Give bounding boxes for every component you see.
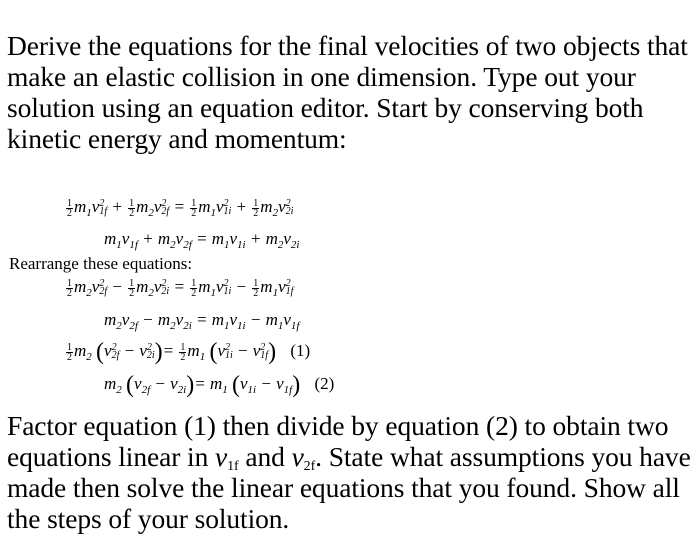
problem-intro: Derive the equations for the final velocities of two objects that make an elastic collision in one dimension. Type out your solution using an equation editor. Start by conserving both kinetic energy and momentum:: [7, 30, 688, 154]
rearranged-energy-equation: $\frac{1}{2}$ $m_2v$ 2 2f − $\frac{1}{2}$ $m_2v$ 2 2i = $\frac{1}{2}$ $m_1v$ 2 1i − $\frac{1}{2}$ $m_1v$ 2 1f: [67, 277, 294, 299]
equation-2: $m_2$ $(v_{2f} - v_{2i})= m_1$ $(v_{1i} - v_{1f})$ (2): [104, 372, 335, 398]
equation-1: $\frac{1}{2}$ $m_2$ (v 2 2f − v 2 2i )= $\frac{1}{2}$ $m_1$ (v 2 1i − v 2 1f ) (1): [67, 339, 311, 365]
equation-2-tag: (2): [314, 374, 335, 393]
energy-conservation-equation: $\frac{1}{2}$ $m_1v$ 2 1f + $\frac{1}{2}$ $m_2v$ 2 2f = $\frac{1}{2}$ $m_1v$ 2 1i + $\frac{1}{2}$ $m_2v$ 2 2i: [67, 197, 294, 219]
momentum-conservation-equation: $m_1v_{1f} + m_2v_{2f} = m_1v_{1i} + m_2v_{2i}$: [104, 229, 300, 251]
equation-1-tag: (1): [290, 341, 311, 360]
rearranged-momentum-equation: $m_2v_{2f} - m_2v_{2i} = m_1v_{1i} - m_1v_{1f}$: [104, 310, 300, 332]
problem-instructions: Factor equation (1) then divide by equation (2) to obtain two equations linear in $v_{1f}$ and $v_{2f}$. State what assumptions you have made then solve the linear equations that you found. Show all the steps of your solution.: [7, 410, 691, 534]
rearrange-label: Rearrange these equations:: [9, 254, 193, 273]
